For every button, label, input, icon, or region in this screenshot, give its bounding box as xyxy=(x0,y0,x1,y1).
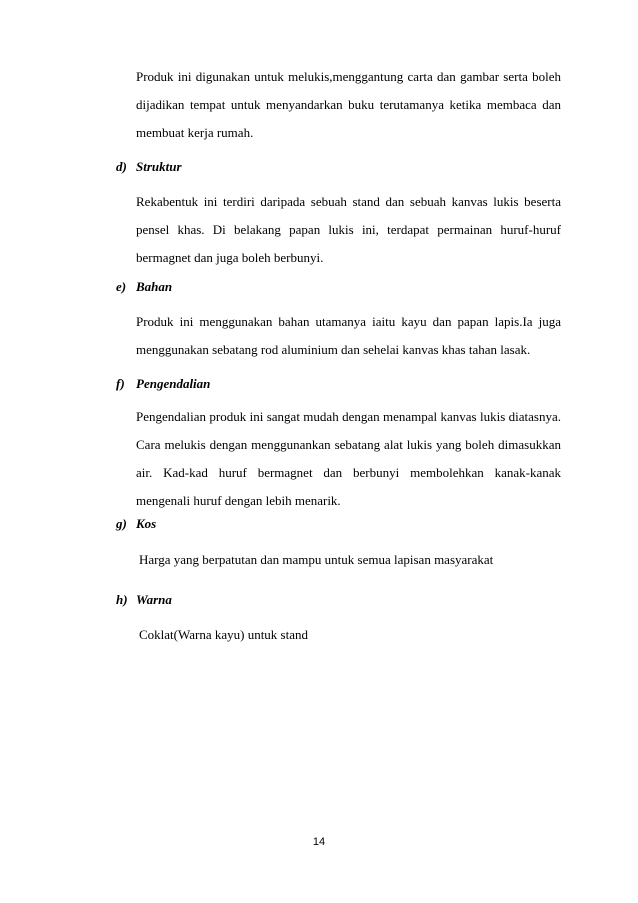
heading-pengendalian xyxy=(116,376,210,392)
struktur-paragraph: Rekabentuk ini terdiri daripada sebuah stand dan sebuah kanvas lukis beserta pensel khas. Di belakang papan lukis ini, terdapat permainan huruf-huruf bermagnet dan juga boleh berbunyi. xyxy=(136,194,561,265)
bahan-paragraph: Produk ini menggunakan bahan utamanya iaitu kayu dan papan lapis.Ia juga menggunakan sebatang rod aluminium dan sehelai kanvas khas tahan lasak. xyxy=(136,314,561,357)
heading-letter: d) xyxy=(116,159,127,174)
intro-paragraph: Produk ini digunakan untuk melukis,menggantung carta dan gambar serta boleh dijadikan tempat untuk menyandarkan buku terutamanya ketika membaca dan membuat kerja rumah. xyxy=(136,69,561,140)
heading-struktur xyxy=(116,159,182,175)
heading-kos xyxy=(116,516,156,532)
heading-bahan xyxy=(116,279,172,295)
heading-letter: e) xyxy=(116,279,127,294)
heading-letter: g) xyxy=(116,516,127,531)
warna-paragraph: Coklat(Warna kayu) untuk stand xyxy=(139,627,308,642)
heading-letter: f) xyxy=(116,376,125,391)
heading-title: Warna xyxy=(136,592,172,607)
heading-title: Struktur xyxy=(136,159,182,174)
heading-letter: h) xyxy=(116,592,128,607)
heading-title: Pengendalian xyxy=(136,376,211,391)
page-number: 14 xyxy=(312,836,326,848)
kos-paragraph: Harga yang berpatutan dan mampu untuk semua lapisan masyarakat xyxy=(139,552,494,567)
heading-title: Bahan xyxy=(136,279,173,294)
pengendalian-paragraph: Pengendalian produk ini sangat mudah dengan menampal kanvas lukis diatasnya. Cara melukis dengan menggunankan sebatang alat lukis yang boleh dimasukkan air. Kad-kad huruf bermagnet dan berbunyi membolehkan kanak-kanak mengenali huruf dengan lebih menarik. xyxy=(136,409,561,508)
heading-title: Kos xyxy=(136,516,157,531)
heading-warna xyxy=(116,592,172,608)
